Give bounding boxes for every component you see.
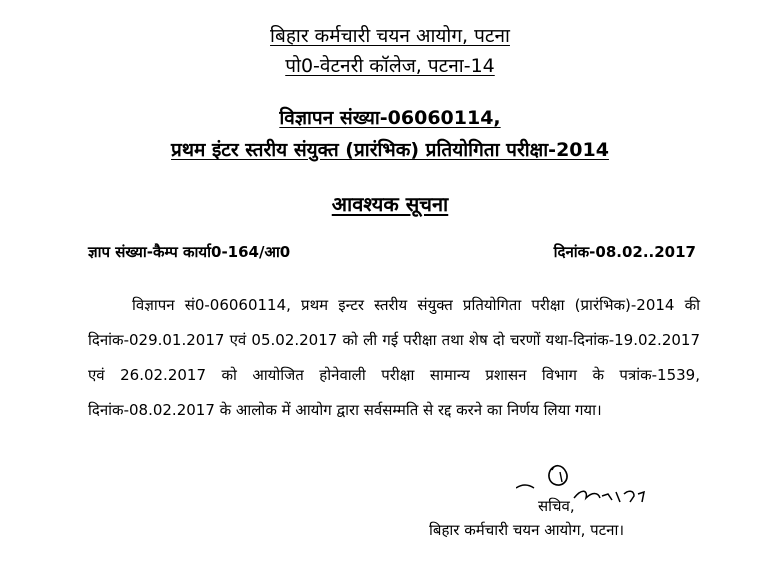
- notice-title: आवश्यक सूचना: [331, 192, 449, 216]
- notice-body: [88, 288, 700, 428]
- advertisement-number: विज्ञापन संख्या-06060114,: [279, 107, 501, 129]
- header-org-line: बिहार कर्मचारी चयन आयोग, पटना: [270, 25, 510, 47]
- signatory-organization: बिहार कर्मचारी चयन आयोग, पटना।: [429, 521, 625, 539]
- notice-paragraph: विज्ञापन सं0-06060114, प्रथम इन्टर स्तरीय संयुक्त प्रतियोगिता परीक्षा (प्रारंभिक)-2014 की दिनांक-029.01.2017 एवं 05.02.2017 को ली गई परीक्षा तथा शेष दो चरणों यथा-दिनांक-19.02.2017 एवं 26.02.2017 को आयोजित होनेवाली परीक्षा सामान्य प्रशासन विभाग के पत्रांक-1539, दिनांक-08.02.2017 के आलोक में आयोग द्वारा सर्वसम्मति से रद्द करने का निर्णय लिया गया।: [88, 296, 700, 419]
- signatory-designation: सचिव,: [538, 497, 575, 515]
- memo-number: ज्ञाप संख्या-कैम्प कार्या0-164/आ0: [88, 243, 291, 261]
- memo-date: दिनांक-08.02..2017: [553, 243, 696, 261]
- header-address-line: पो0-वेटनरी कॉलेज, पटना-14: [285, 55, 495, 77]
- exam-title: प्रथम इंटर स्तरीय संयुक्त (प्रारंभिक) प्रतियोगिता परीक्षा-2014: [171, 139, 609, 161]
